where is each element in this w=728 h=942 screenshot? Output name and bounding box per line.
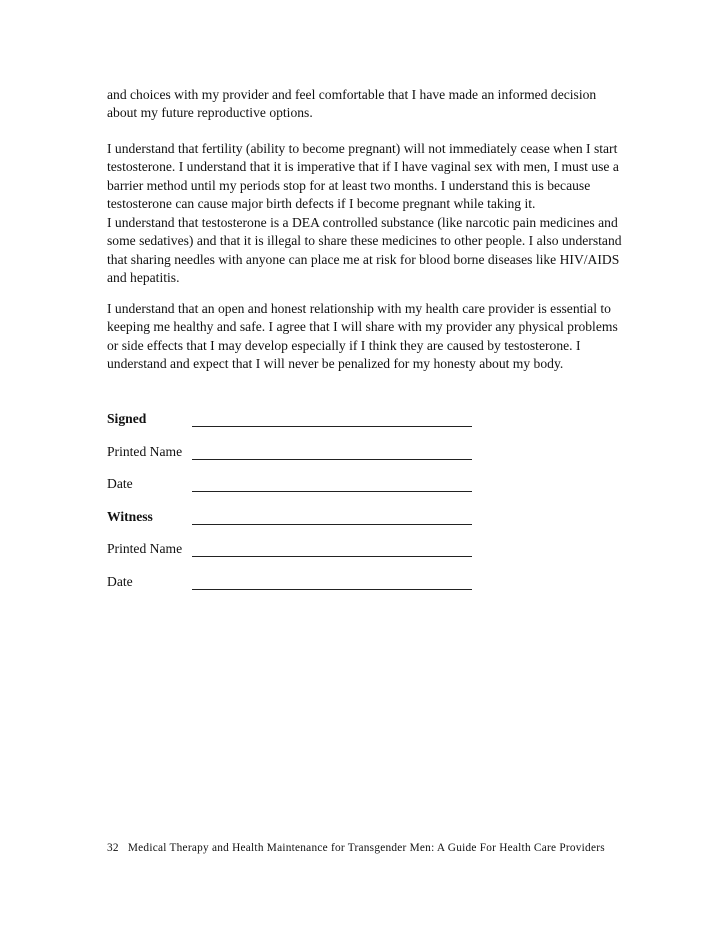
signed-line xyxy=(192,426,472,427)
printed-name-label-signer: Printed Name xyxy=(107,444,183,459)
witness-row xyxy=(107,509,477,529)
paragraph-honest-relationship: I understand that an open and honest relationship with my health care provider is essential to keeping me healthy and safe. I agree that I will share with my provider any physical problems or side effects that I may develop especially if I think they are caused by testosterone. I understand and expect that I will never be penalized for my honesty about my body. xyxy=(107,301,618,371)
page-footer xyxy=(107,842,605,854)
signed-label: Signed xyxy=(107,411,147,426)
date-label-signer: Date xyxy=(107,476,133,491)
date-row-witness xyxy=(107,574,477,594)
footer-title: Medical Therapy and Health Maintenance for Transgender Men: A Guide For Health Care Providers xyxy=(127,842,605,854)
paragraph-fertility: I understand that fertility (ability to become pregnant) will not immediately cease when I start testosterone. I understand that it is imperative that if I have vaginal sex with men, I must use a barrier method until my periods stop for at least two months. I understand this is because testosterone can cause major birth defects if I become pregnant while taking it. xyxy=(107,141,619,211)
paragraph-controlled-substance: I understand that testosterone is a DEA controlled substance (like narcotic pain medicines and some sedatives) and that it is illegal to share these medicines to other people. I also understand that sharing needles with anyone can place me at risk for blood borne diseases like HIV/AIDS and hepatitis. xyxy=(107,215,622,285)
date-line-signer xyxy=(192,491,472,492)
printed-name-label-witness: Printed Name xyxy=(107,541,183,556)
date-line-witness xyxy=(192,589,472,590)
printed-name-row-witness xyxy=(107,541,477,561)
printed-name-line-signer xyxy=(192,459,472,460)
date-row-signer xyxy=(107,476,477,496)
printed-name-line-witness xyxy=(192,556,472,557)
paragraph-reproductive-options: and choices with my provider and feel comfortable that I have made an informed decision about my future reproductive options. xyxy=(107,87,597,121)
printed-name-row-signer xyxy=(107,444,477,464)
witness-label: Witness xyxy=(107,509,153,524)
witness-line xyxy=(192,524,472,525)
date-label-witness: Date xyxy=(107,574,133,589)
page-number: 32 xyxy=(107,842,119,854)
signed-row xyxy=(107,411,477,431)
